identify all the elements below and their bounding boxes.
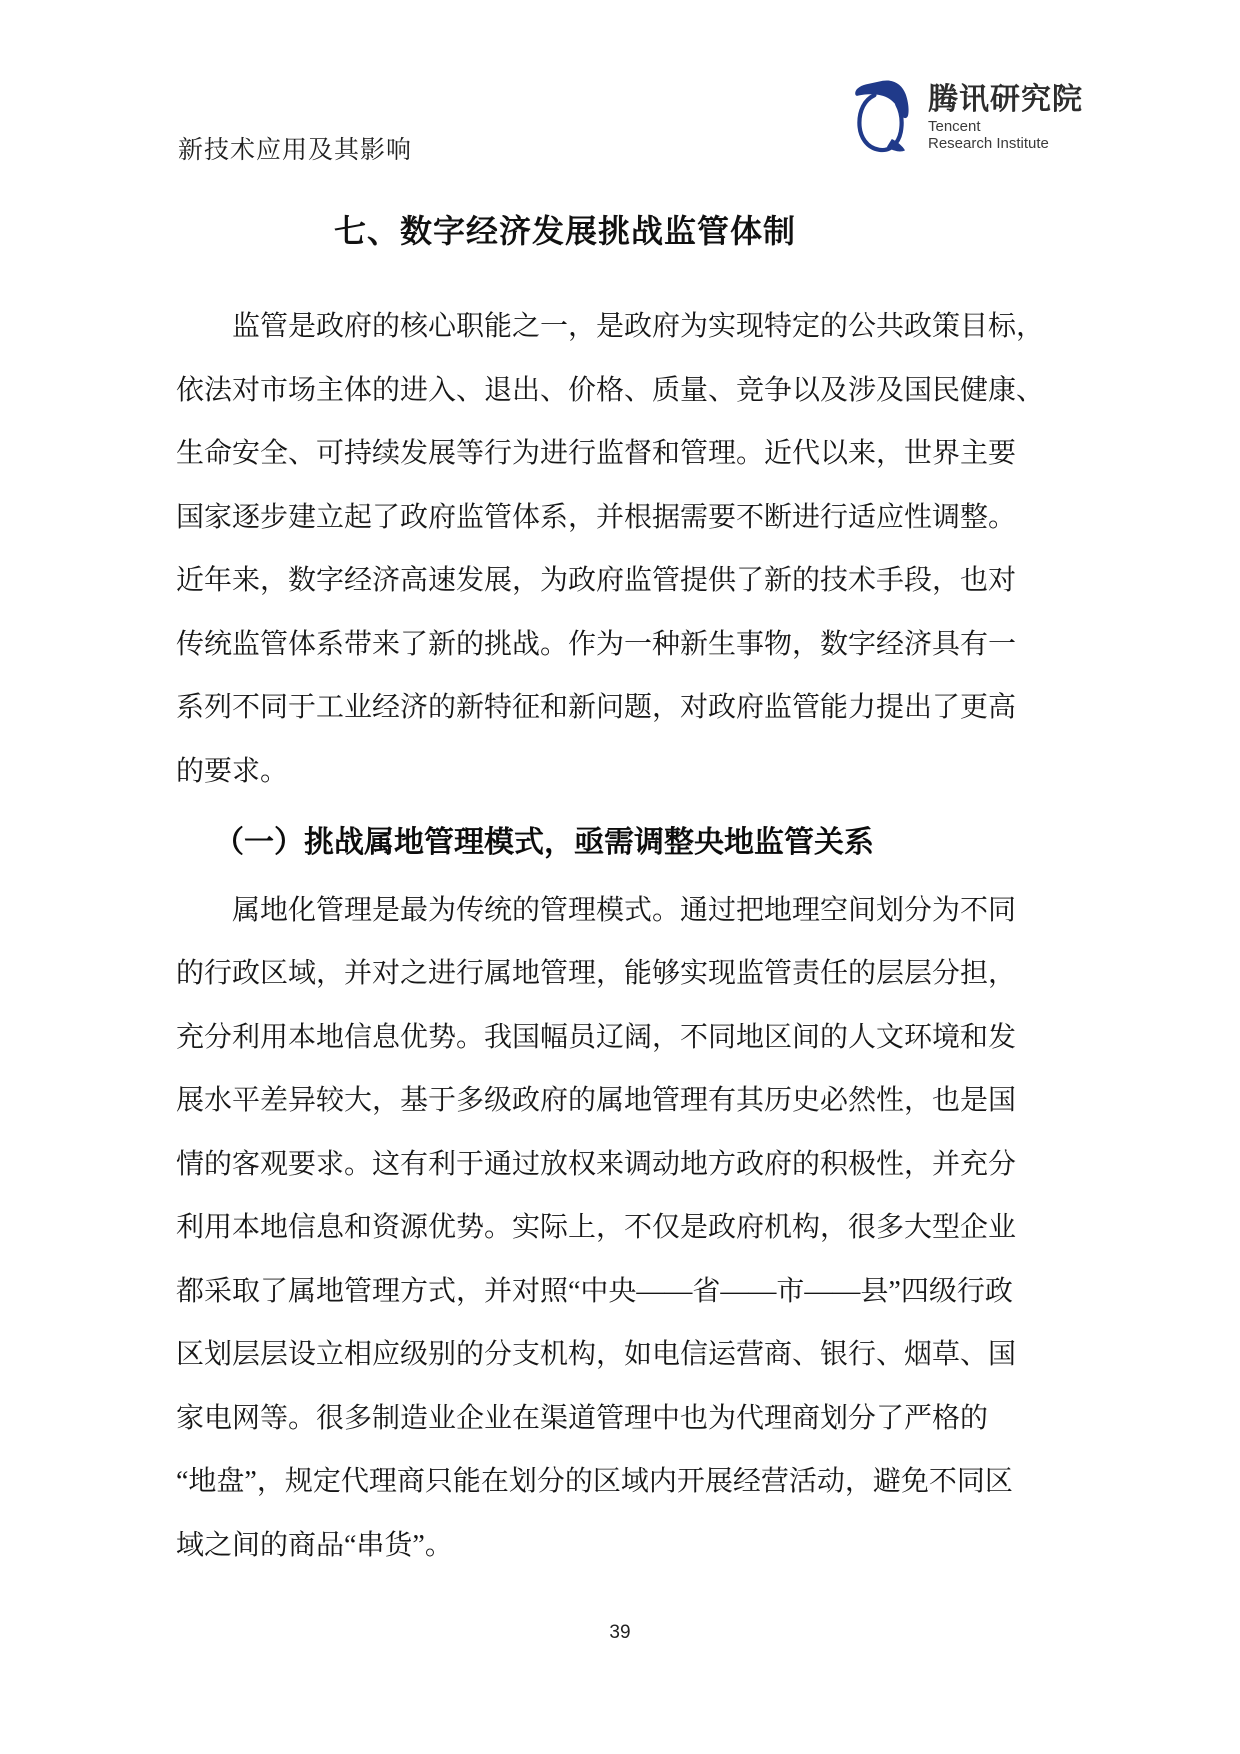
paragraph-line: 系列不同于工业经济的新特征和新问题，对政府监管能力提出了更高 xyxy=(176,692,1017,723)
paragraph-line: “地盘”，规定代理商只能在划分的区域内开展经营活动，避免不同区 xyxy=(176,1466,1013,1497)
paragraph-line: 依法对市场主体的进入、退出、价格、质量、竞争以及涉及国民健康、 xyxy=(176,374,1045,406)
paragraph-line: 的行政区域，并对之进行属地管理，能够实现监管责任的层层分担， xyxy=(176,958,1017,989)
paragraph-line: 展水平差异较大，基于多级政府的属地管理有其历史必然性，也是国 xyxy=(176,1085,1017,1116)
paragraph-line: 域之间的商品“串货”。 xyxy=(176,1529,453,1561)
document-body xyxy=(176,295,1126,1577)
paragraph-line: 利用本地信息和资源优势。实际上，不仅是政府机构，很多大型企业 xyxy=(176,1212,1017,1243)
logo-text-block xyxy=(928,78,1083,152)
paragraph-line: 监管是政府的核心职能之一，是政府为实现特定的公共政策目标， xyxy=(232,311,1045,342)
paragraph-line: 属地化管理是最为传统的管理模式。通过把地理空间划分为不同 xyxy=(232,894,1017,926)
paragraph-line: 国家逐步建立起了政府监管体系，并根据需要不断进行适应性调整。 xyxy=(176,501,1017,533)
section-subheading: （一）挑战属地管理模式，亟需调整央地监管关系 xyxy=(214,826,874,859)
page-number: 39 xyxy=(609,1622,631,1643)
logo-cn-text: 腾讯研究院 xyxy=(928,83,1083,116)
paragraph-line: 都采取了属地管理方式，并对照“中央——省——市——县”四级行政 xyxy=(176,1275,1013,1307)
page-title: 七、数字经济发展挑战监管体制 xyxy=(333,213,796,249)
logo-en-line1: Tencent xyxy=(928,118,981,135)
paragraph-line: 充分利用本地信息优势。我国幅员辽阔，不同地区间的人文环境和发 xyxy=(176,1021,1017,1053)
paragraph-2 xyxy=(176,879,1126,1578)
paragraph-line: 的要求。 xyxy=(176,755,289,787)
paragraph-line: 传统监管体系带来了新的挑战。作为一种新生事物，数字经济具有一 xyxy=(176,628,1017,660)
tencent-penguin-logo-icon xyxy=(854,78,914,158)
paragraph-line: 近年来，数字经济高速发展，为政府监管提供了新的技术手段，也对 xyxy=(176,565,1017,596)
running-header: 新技术应用及其影响 xyxy=(178,136,413,164)
paragraph-1 xyxy=(176,295,1126,803)
brand-logo xyxy=(854,78,1083,158)
paragraph-line: 区划层层设立相应级别的分支机构，如电信运营商、银行、烟草、国 xyxy=(176,1339,1017,1370)
paragraph-line: 生命安全、可持续发展等行为进行监督和管理。近代以来，世界主要 xyxy=(176,438,1017,469)
paragraph-line: 家电网等。很多制造业企业在渠道管理中也为代理商划分了严格的 xyxy=(176,1402,989,1434)
paragraph-line: 情的客观要求。这有利于通过放权来调动地方政府的积极性，并充分 xyxy=(176,1148,1017,1180)
logo-en-line2: Research Institute xyxy=(928,135,1049,152)
